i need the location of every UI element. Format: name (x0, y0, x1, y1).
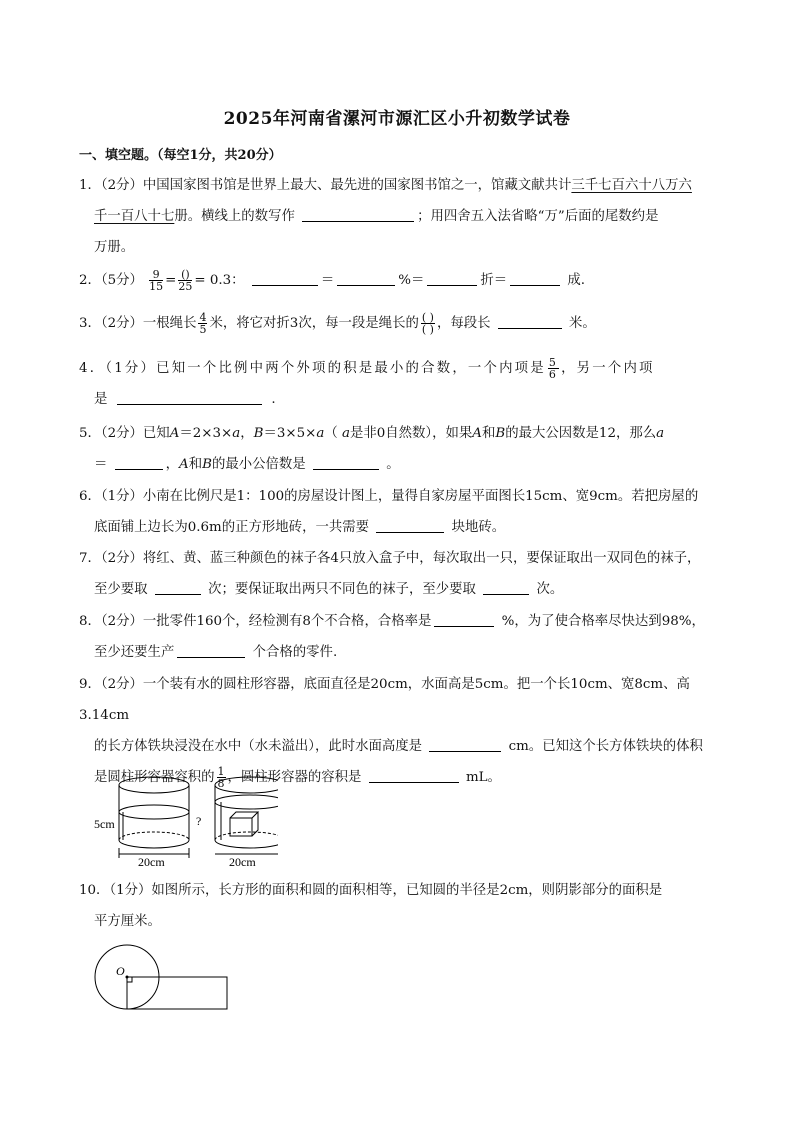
question-5: 5．（2分）已知A＝2×3×a，B＝3×5×a（ a是非0自然数），如果A和B的最大公因数是12，那么a ＝ ，A和B的最小公倍数是 。 (79, 426, 665, 472)
q9-text: 9．（2分）一个装有水的圆柱形容器，底面直径是20cm，水面高是5cm。把一个长10cm、宽8cm、高3.14cm (79, 677, 690, 723)
q10-text: 10．（1分）如图所示，长方形的面积和圆的面积相等，已知圆的半径是2cm，则阴影部分的面积是 (79, 883, 663, 898)
q7-text: 7．（2分）将红、黄、蓝三种颜色的袜子各4只放入盒子中，每次取出一只，要保证取出一双同色的袜子， (79, 551, 701, 566)
question-6: 6．（1分）小南在比例尺是1：100的房屋设计图上，量得自家房屋平面图长15cm、宽9cm。若把房屋的 底面铺上边长为0.6m的正方形地砖，一共需要 块地砖。 (79, 489, 699, 535)
question-8: 8．（2分）一批零件160个，经检测有8个不合格，合格率是 %，为了使合格率尽快达到98%， 至少还要生产 个合格的零件. (79, 614, 705, 660)
question-3: 3．（2分）一根绳长 $\frac{4}{5}$ 米，将它对折3次，每一段是绳长的 $\frac{( )}{( )}$ ，每段长 米。 (79, 311, 596, 336)
question-1 (79, 170, 729, 263)
q2-blank-2[interactable] (337, 272, 395, 286)
question-9: 9．（2分）一个装有水的圆柱形容器，底面直径是20cm，水面高是5cm。把一个长10cm、宽8cm、高3.14cm 的长方体铁块浸没在水中（水未溢出），此时水面高度是 cm。已知这个长方体铁块的体积 是圆柱形容器容积的 $\frac{1}{8}$ ，圆柱形容器的容积是 mL。 (79, 677, 703, 790)
q3-text-2: 米，将它对折3次，每一段是绳长的 (209, 316, 419, 331)
q5-blank-2[interactable] (313, 456, 379, 470)
center-label: O (116, 964, 125, 978)
question-4: 4．（1分）已知一个比例中两个外项的积是最小的合数，一个内项是 $\frac{5}{6}$ ，另一个内项 是 . (79, 356, 655, 407)
diameter-label-2: 20cm (229, 855, 256, 869)
q7-blank-1[interactable] (155, 581, 201, 595)
q2-text: = 0.3： (194, 273, 245, 288)
q6-blank[interactable] (376, 519, 444, 533)
q2-fraction-1: $\frac{9}{15}$ (149, 268, 164, 293)
q2-label: 2．（5分） (79, 273, 143, 288)
q1-underline-1: 三千七百六十八万六 (571, 178, 692, 193)
diameter-label-1: 20cm (138, 855, 165, 869)
q3-text: 3．（2分）一根绳长 (79, 316, 197, 331)
page-title: 2025年河南省漯河市源汇区小升初数学试卷 (223, 109, 571, 129)
q9-fraction: $\frac{1}{8}$ (217, 765, 225, 790)
section-heading: 一、填空题。（每空1分，共20分） (79, 148, 282, 163)
cylinder-figure (88, 770, 278, 870)
q2-blank-3[interactable] (427, 272, 477, 286)
circle-rectangle-figure (92, 940, 234, 1020)
question-7: 7．（2分）将红、黄、蓝三种颜色的袜子各4只放入盒子中，每次取出一只，要保证取出一双同色的袜子， 至少要取 次；要保证取出两只不同色的袜子，至少要取 次。 (79, 551, 701, 597)
q1-text-2: 册。横线上的数写作 (174, 209, 295, 224)
q2-blank-1[interactable] (252, 272, 318, 286)
q4-blank[interactable] (117, 391, 262, 405)
q9-blank-1[interactable] (429, 738, 501, 752)
q3-fraction-blank[interactable]: $\frac{( )}{( )}$ (421, 311, 434, 336)
q1-blank-1[interactable] (302, 208, 414, 222)
question-mark-label: ? (196, 814, 202, 828)
q1-underline-2: 千一百八十七 (94, 209, 175, 224)
height-label: 5cm (94, 817, 115, 831)
q1-text-4: 万册。 (94, 240, 135, 255)
q8-blank-2[interactable] (177, 644, 245, 658)
q2-blank-4[interactable] (510, 272, 560, 286)
q8-blank-1[interactable] (434, 613, 494, 627)
cylinder-left (119, 777, 189, 848)
q1-text-3: ；用四舍五入法省略“万”后面的尾数约是 (417, 209, 659, 224)
question-2: 2．（5分） $\frac{9}{15}$ = $\frac{()}{25}$ = 0.3： ＝ %＝ 折＝ 成. (79, 268, 586, 293)
q4-fraction: $\frac{5}{6}$ (548, 356, 559, 381)
q6-text: 6．（1分）小南在比例尺是1：100的房屋设计图上，量得自家房屋平面图长15cm、宽9cm。若把房屋的 (79, 489, 699, 504)
q3-blank[interactable] (498, 315, 562, 329)
q1-text: 1．（2分）中国国家图书馆是世界上最大、最先进的国家图书馆之一，馆藏文献共计 (79, 178, 572, 193)
q7-blank-2[interactable] (483, 581, 529, 595)
q5-blank-1[interactable] (115, 456, 163, 470)
q9-blank-2[interactable] (369, 769, 459, 783)
cylinder-right (215, 777, 278, 848)
q4-text: 4．（1分）已知一个比例中两个外项的积是最小的合数，一个内项是 (79, 361, 546, 376)
question-10: 10．（1分）如图所示，长方形的面积和圆的面积相等，已知圆的半径是2cm，则阴影部分的面积是 平方厘米。 (79, 883, 663, 929)
q2-fraction-2: $\frac{()}{25}$ (178, 268, 193, 293)
rectangle-shape (127, 977, 227, 1009)
q3-fraction: $\frac{4}{5}$ (199, 311, 207, 336)
